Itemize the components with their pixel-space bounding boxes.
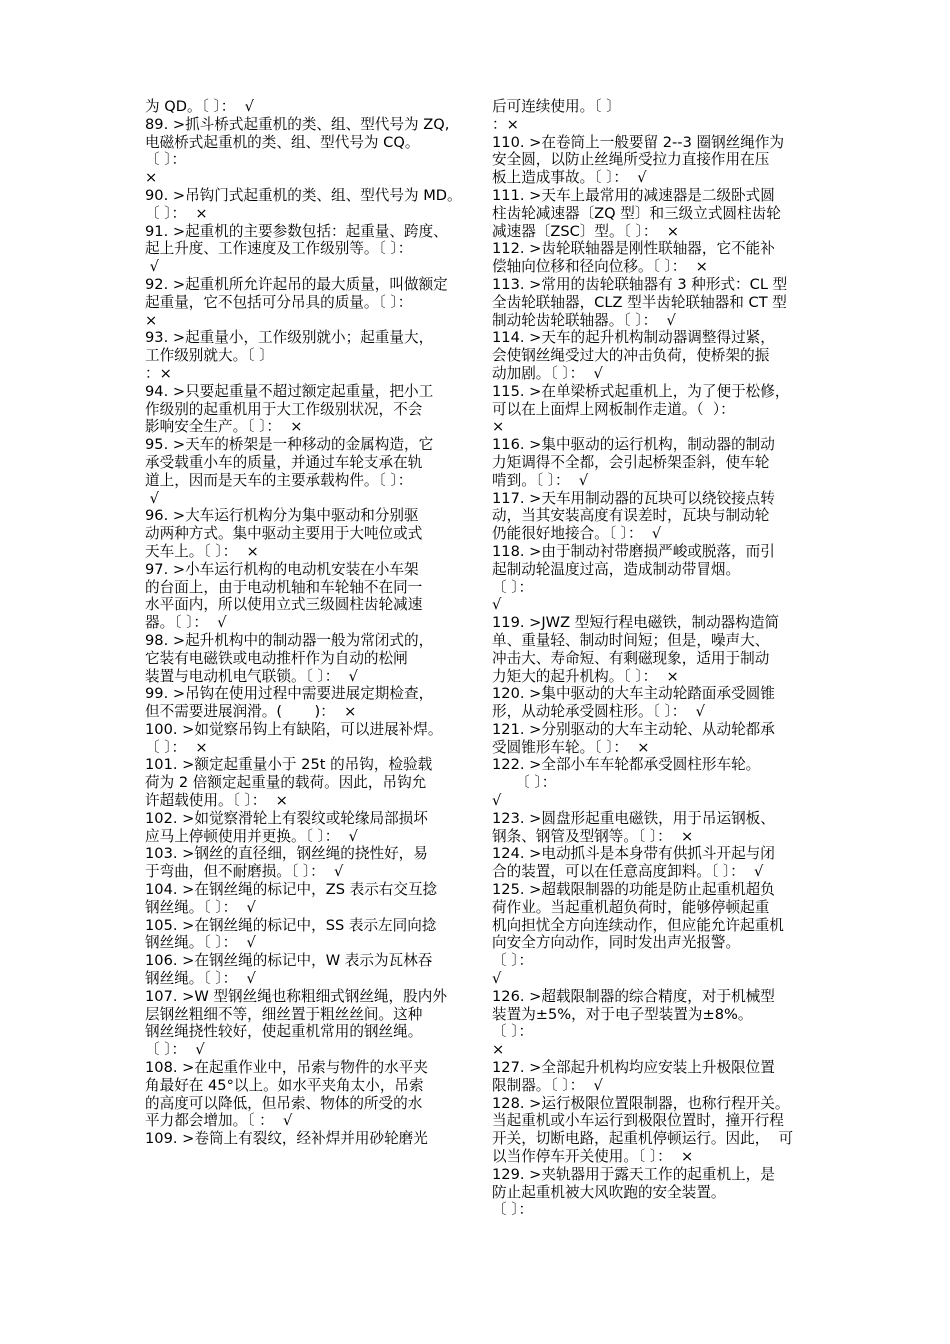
text-line: 97. >小车运行机构的电动机安装在小车架 [145, 560, 419, 578]
text-line: 111. >天车上最常用的减速器是二级卧式圆 [492, 186, 775, 204]
text-line: 118. >由于制动衬带磨损严峻或脱落，而引 [492, 542, 775, 560]
text-line: 为 QD。〔 〕： √ [145, 98, 254, 115]
text-line: 120. >集中驱动的大车主动轮踏面承受圆锥 [492, 685, 775, 703]
text-line: 124. >电动抓斗是本身带有供抓斗开起与闭 [492, 845, 775, 863]
text-line: 但不需要进展润滑。( )： × [145, 703, 357, 721]
text-line: 向安全方向动作，同时发出声光报警。 [492, 934, 741, 952]
text-line: 90. >吊钩门式起重机的类、组、型代号为 MD。 [145, 186, 462, 204]
text-line: 装置为±5%，对于电子型装置为±8%。 [492, 1005, 753, 1023]
text-line: × [492, 418, 505, 436]
text-line: ：× [492, 115, 519, 133]
text-line: 92. >起重机所允许起吊的最大质量，叫做额定 [145, 275, 448, 293]
text-line: 〔 〕： [492, 1023, 534, 1041]
text-line: 限制器。〔 〕： √ [492, 1076, 603, 1094]
text-line: 许超载使用。〔 〕： × [145, 792, 288, 810]
text-line: × [145, 169, 158, 187]
text-line: 板上造成事故。〔 〕： √ [492, 169, 647, 187]
text-line: √ [492, 970, 502, 988]
text-line: 〔 〕： [492, 1201, 534, 1219]
text-line: 承受载重小车的质量，并通过车轮支承在轨 [145, 453, 423, 471]
text-line: 制动轮齿轮联轴器。〔 〕： √ [492, 311, 676, 329]
text-line: 以当作停车开关使用。〔 〕： × [492, 1148, 694, 1166]
text-line: 99. >吊钩在使用过程中需要进展定期检查， [145, 685, 434, 703]
text-line: 〔 〕： √ [145, 1041, 205, 1059]
text-line: 116. >集中驱动的运行机构，制动器的制动 [492, 436, 775, 454]
text-line: 115. >在单梁桥式起重机上，为了便于松修， [492, 382, 790, 400]
text-line: 装置与电动机电气联锁。〔 〕： √ [145, 667, 358, 685]
text-line: 钢丝绳。〔 〕： √ [145, 898, 256, 916]
text-line: 〔 〕： × [145, 204, 208, 222]
text-line: 层钢丝粗细不等，细丝置于粗丝丝间。这种 [145, 1005, 423, 1023]
text-line: 水平面内，所以使用立式三级圆柱齿轮减速 [145, 596, 423, 614]
text-line: 〔 〕： [145, 151, 187, 169]
text-line: 动，当其安装高度有误差时，瓦块与制动轮 [492, 507, 770, 525]
text-line: 角最好在 45°以上。如水平夹角太小，吊索 [145, 1076, 424, 1094]
text-line: ：× [145, 364, 172, 382]
text-line: 开关，切断电路，起重机停顿运行。因此， 可 [492, 1130, 794, 1148]
text-line: 104. >在钢丝绳的标记中，ZS 表示右交互捻 [145, 881, 438, 899]
text-line: 力矩调得不全都，会引起桥架歪斜，使车轮 [492, 453, 770, 471]
text-line: 122. >全部小车车轮都承受圆柱形车轮。 [492, 756, 761, 774]
text-line: 94. >只要起重量不超过额定起重量，把小工 [145, 382, 434, 400]
text-line: 的台面上，由于电动机轴和车轮轴不在同一 [145, 578, 423, 596]
text-line: 防止起重机被大风吹跑的安全装置。 [492, 1183, 726, 1201]
text-line: 荷为 2 倍额定起重量的载荷。因此，吊钩允 [145, 774, 427, 792]
text-line: 126. >超载限制器的综合精度，对于机械型 [492, 987, 775, 1005]
text-line: 93. >起重量小，工作级别就小；起重量大， [145, 329, 434, 347]
text-line: 起上升度、工作速度及工作级别等。〔 〕： [145, 240, 413, 258]
text-line: 啃到。〔 〕： √ [492, 471, 589, 489]
text-line: 全齿轮联轴器，CLZ 型半齿轮联轴器和 CT 型 [492, 293, 787, 311]
text-line: 力矩大的起升机构。〔 〕： × [492, 667, 679, 685]
text-line: 机向担忧全方向连续动作，但应能允许起重机 [492, 916, 784, 934]
text-line: 119. >JWZ 型短行程电磁铁，制动器构造简 [492, 614, 780, 632]
text-line: 106. >在钢丝绳的标记中，W 表示为瓦林吞 [145, 952, 433, 970]
text-line: 道上，因而是天车的主要承载构件。〔 〕： [145, 471, 413, 489]
text-line: 起制动轮温度过高，造成制动带冒烟。 [492, 560, 741, 578]
text-line: 113. >常用的齿轮联轴器有 3 种形式：CL 型 [492, 275, 788, 293]
text-line: 起重量，它不包括可分吊具的质量。〔 〕： [145, 293, 413, 311]
text-line: 动两种方式。集中驱动主要用于大吨位或式 [145, 525, 423, 543]
right-column [492, 98, 822, 1219]
text-line: 的高度可以降低，但吊索、物体的所受的水 [145, 1094, 423, 1112]
text-line: 129. >夹轨器用于露天工作的起重机上，是 [492, 1165, 775, 1183]
text-line: 114. >天车的起升机构制动器调整得过紧， [492, 329, 775, 347]
text-line: 冲击大、寿命短、有剩磁现象，适用于制动 [492, 649, 770, 667]
text-line: 117. >天车用制动器的瓦块可以绕铰接点转 [492, 489, 775, 507]
text-line: 后可连续使用。〔 〕 [492, 98, 621, 115]
text-line: 91. >起重机的主要参数包括：起重量、跨度、 [145, 222, 448, 240]
text-line: 102. >如觉察滑轮上有裂纹或轮缘局部损坏 [145, 809, 428, 827]
text-line: 107. >W 型钢丝绳也称粗细式钢丝绳，股内外 [145, 987, 447, 1005]
text-line: 〔 〕： [492, 952, 534, 970]
text-line: 于弯曲，但不耐磨损。〔 〕： √ [145, 863, 344, 881]
text-line: 125. >超载限制器的功能是防止起重机超负 [492, 881, 775, 899]
text-line: 121. >分别驱动的大车主动轮、从动轮都承 [492, 720, 775, 738]
text-line: 钢丝绳挠性较好，使起重机常用的钢丝绳。 [145, 1023, 423, 1041]
text-line: 109. >卷筒上有裂纹，经补焊并用砂轮磨光 [145, 1130, 428, 1148]
text-line: 合的装置，可以在任意高度卸料。〔 〕： √ [492, 863, 764, 881]
text-line: 〔 〕： [492, 578, 534, 596]
text-line: 减速器〔ZSC〕型。〔 〕： × [492, 222, 679, 240]
text-line: 可以在上面焊上网板制作走道。（ ）： [492, 400, 735, 418]
text-line: 98. >起升机构中的制动器一般为常闭式的， [145, 631, 434, 649]
text-line: 钢丝绳。〔 〕： √ [145, 970, 256, 988]
text-line: 应马上停顿使用并更换。〔 〕： √ [145, 827, 358, 845]
text-line: √ [145, 258, 159, 276]
text-line: 偿轴向位移和径向位移。〔 〕： × [492, 258, 708, 276]
text-line: 单、重量轻、制动时间短；但是，噪声大、 [492, 631, 770, 649]
text-line: 形，从动轮承受圆柱形。〔 〕： √ [492, 703, 705, 721]
text-line: 96. >大车运行机构分为集中驱动和分别驱 [145, 507, 419, 525]
text-line: 〔 〕： × [145, 738, 208, 756]
text-line: 105. >在钢丝绳的标记中，SS 表示左同向捻 [145, 916, 437, 934]
text-line: 受圆锥形车轮。〔 〕： × [492, 738, 650, 756]
text-line: 112. >齿轮联轴器是刚性联轴器，它不能补 [492, 240, 775, 258]
text-line: √ [145, 489, 159, 507]
text-line: 95. >天车的桥架是一种移动的金属构造，它 [145, 436, 434, 454]
text-line: 当起重机或小车运行到极限位置时，撞开行程 [492, 1112, 784, 1130]
text-line: 123. >圆盘形起重电磁铁，用于吊运钢板、 [492, 809, 775, 827]
text-line: 柱齿轮减速器〔ZQ 型〕和三级立式圆柱齿轮 [492, 204, 781, 222]
text-line: 它装有电磁铁或电动推杆作为自动的松闸 [145, 649, 408, 667]
text-line: 影响安全生产。〔 〕： × [145, 418, 303, 436]
text-line: 101. >额定起重量小于 25t 的吊钩，检验载 [145, 756, 433, 774]
text-line: 会使钢丝绳受过大的冲击负荷，使桥架的振 [492, 347, 770, 365]
text-line: 108. >在起重作业中，吊索与物件的水平夹 [145, 1059, 428, 1077]
text-line: 电磁桥式起重机的类、组、型代号为 CQ。 [145, 133, 420, 151]
text-line: 工作级别就大。〔 〕 [145, 347, 274, 365]
text-line: 103. >钢丝的直径细，钢丝绳的挠性好，易 [145, 845, 428, 863]
text-line: 128. >运行极限位置限制器，也称行程开关。 [492, 1094, 790, 1112]
text-line: √ [492, 596, 502, 614]
text-line: 钢丝绳。〔 〕： √ [145, 934, 256, 952]
text-line: 器。〔 〕： √ [145, 614, 227, 632]
text-line: 127. >全部起升机构均应安装上升极限位置 [492, 1059, 775, 1077]
text-line: √ [492, 792, 502, 810]
text-line: 平力都会增加。〔 ： √ [145, 1112, 293, 1130]
text-line: 天车上。〔 〕： × [145, 542, 259, 560]
text-line: 钢条、钢管及型钢等。〔 〕： × [492, 827, 694, 845]
text-line: 110. >在卷筒上一般要留 2--3 圈钢丝绳作为 [492, 133, 785, 151]
text-line: 作级别的起重机用于大工作级别状况，不会 [145, 400, 423, 418]
text-line: × [145, 311, 158, 329]
left-column [145, 98, 475, 1148]
text-line: 荷作业。当起重机超负荷时，能够停顿起重 [492, 898, 770, 916]
text-line: 100. >如觉察吊钩上有缺陷，可以进展补焊。 [145, 720, 443, 738]
text-line: 动加剧。〔 〕： √ [492, 364, 603, 382]
text-line: 仍能很好地接合。〔 〕： √ [492, 525, 662, 543]
text-line: 安全圆，以防止丝绳所受拉力直接作用在压 [492, 151, 770, 169]
text-line: 89. >抓斗桥式起重机的类、组、型代号为 ZQ, [145, 115, 450, 133]
text-line: 〔 〕： [492, 774, 557, 792]
text-line: × [492, 1041, 505, 1059]
